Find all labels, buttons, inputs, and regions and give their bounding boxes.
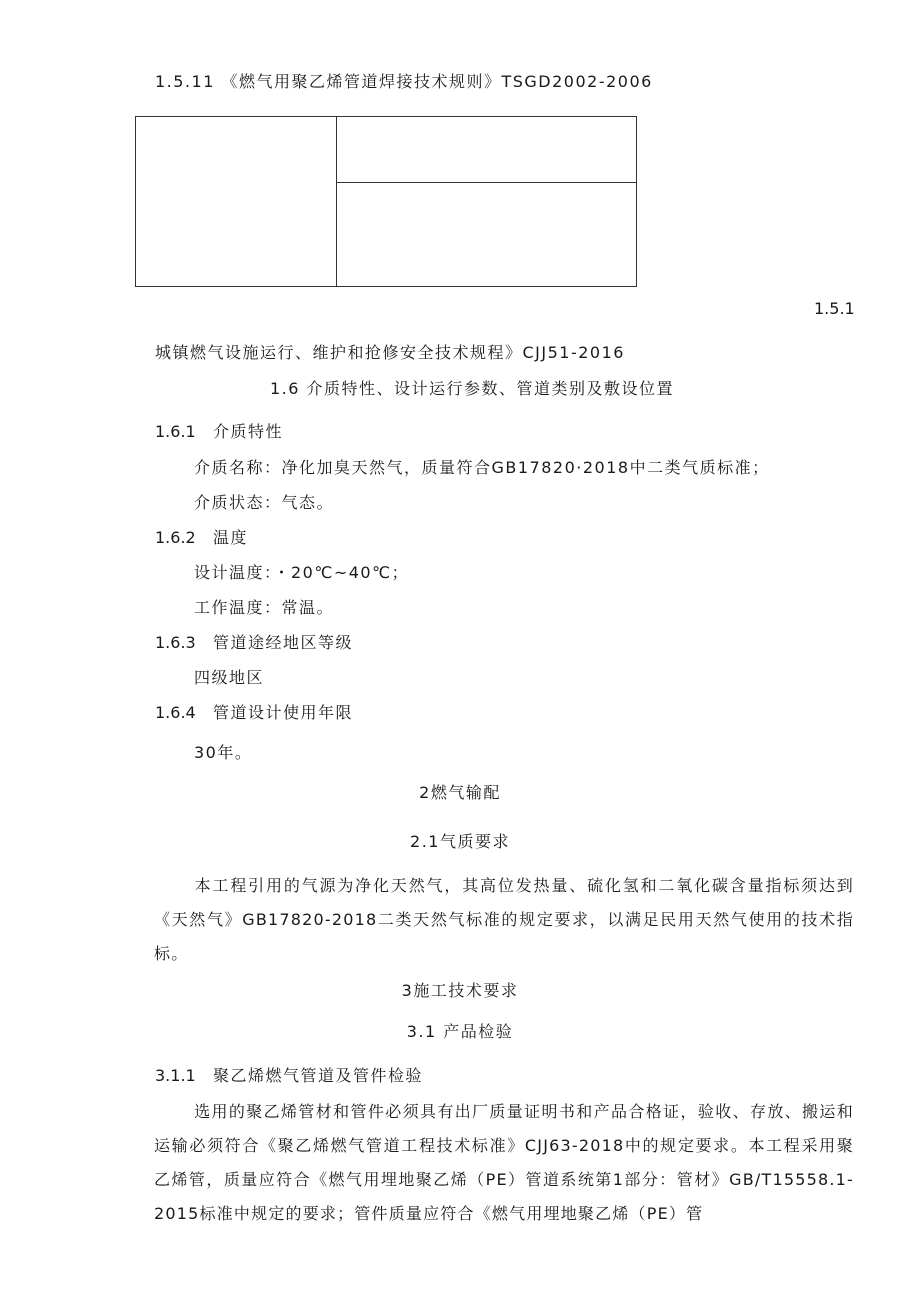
design-temperature: 设计温度：・20℃~40℃； [194,563,410,582]
section-number: 1.6.4 [155,703,196,722]
section-title: 介质特性 [213,422,284,441]
medium-state: 介质状态：气态。 [194,493,335,512]
section-number: 1.6.1 [155,422,196,441]
reference-1-5-1-number: 1.5.1 [814,299,855,318]
area-level: 四级地区 [194,668,265,687]
section-3-1-1-heading [155,1066,423,1086]
medium-name: 介质名称：净化加臭天然气，质量符合GB17820·2018中二类气质标准； [194,458,770,477]
section-number: 1.6.3 [155,633,196,652]
section-number: 1.6.2 [155,528,196,547]
section-title: 管道途经地区等级 [213,633,354,652]
section-2-1-paragraph [154,869,854,971]
reference-1-5-1-text: 城镇燃气设施运行、维护和抢修安全技术规程》CJJ51-2016 [155,343,625,362]
table-horizontal-divider [336,182,636,183]
section-1-6-heading: 1.6 介质特性、设计运行参数、管道类别及敷设位置 [270,379,675,398]
section-2-1-heading: 2.1气质要求 [410,832,510,851]
design-life: 30年。 [194,743,253,762]
section-3-1-1-paragraph [154,1095,854,1231]
section-1-6-1-heading [155,422,283,442]
section-3-heading: 3施工技术要求 [401,981,519,1000]
section-2-heading: 2燃气输配 [419,783,501,802]
section-title: 温度 [213,528,249,547]
section-number: 3.1.1 [155,1066,196,1085]
table-vertical-divider [336,117,337,286]
blank-table [135,116,637,287]
working-temperature: 工作温度：常温。 [194,598,335,617]
section-1-6-4-heading [155,703,353,723]
reference-1-5-11: 1.5.11 《燃气用聚乙烯管道焊接技术规则》TSGD2002-2006 [155,72,653,91]
section-title: 管道设计使用年限 [213,703,354,722]
section-title: 聚乙烯燃气管道及管件检验 [213,1066,424,1085]
paragraph-text: 本工程引用的气源为净化天然气，其高位发热量、硫化氢和二氧化碳含量指标须达到《天然气》GB17820-2018二类天然气标准的规定要求，以满足民用天然气使用的技术指标。 [154,876,854,963]
paragraph-text: 选用的聚乙烯管材和管件必须具有出厂质量证明书和产品合格证，验收、存放、搬运和运输必须符合《聚乙烯燃气管道工程技术标准》CJJ63-2018中的规定要求。本工程采用聚乙烯管，质量应符合《燃气用埋地聚乙烯（PE）管道系统第1部分：管材》GB/T15558.1-2015标准中规定的要求；管件质量应符合《燃气用埋地聚乙烯（PE）管 [154,1102,854,1223]
section-3-1-heading: 3.1 产品检验 [406,1022,514,1041]
section-1-6-3-heading [155,633,353,653]
section-1-6-2-heading [155,528,248,548]
